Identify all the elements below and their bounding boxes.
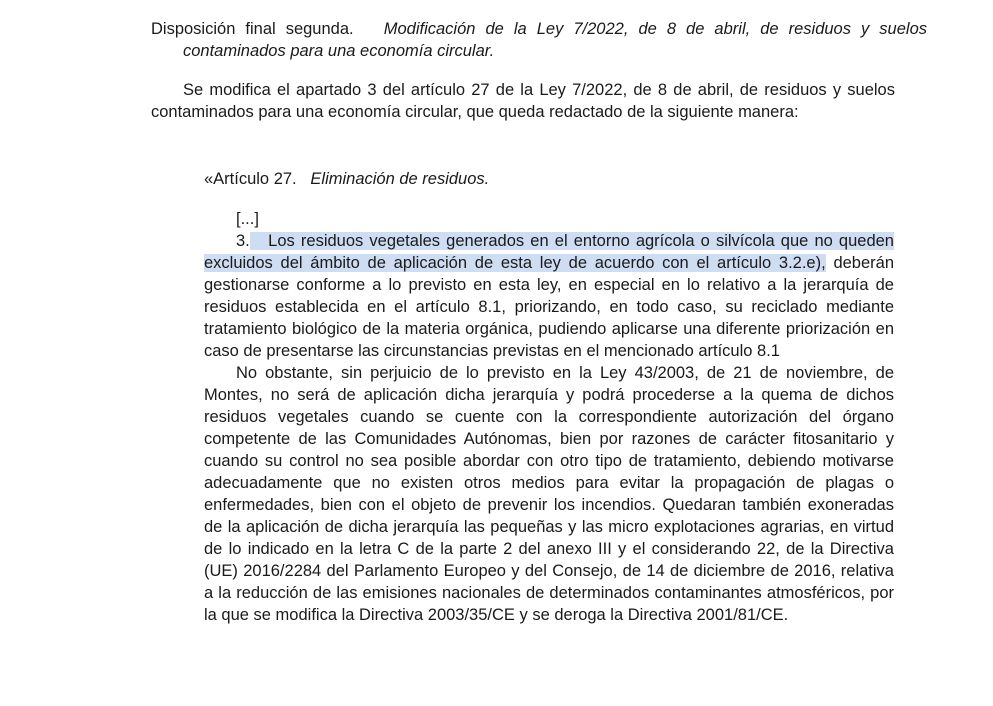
disposition-heading: [151, 18, 927, 62]
paragraph-3-text: deberán gestionarse conforme a lo previsto en esta ley, en especial en lo relativo a la jerarquía de residuos establecida en el artículo 8.1, priorizando, en todo caso, su reciclado mediante tratamiento biológico de la materia orgánica, pudiendo aplicarse una diferente priorización en caso de presentarse las circunstancias previstas en el mencionado artículo 8.1: [204, 254, 894, 360]
article-heading: [204, 168, 894, 190]
omission-marker: [...]: [236, 210, 259, 228]
disposition-label: Disposición final segunda.: [151, 20, 354, 38]
selected-text-highlight[interactable]: Los residuos vegetales generados en el entorno agrícola o silvícola que no queden excluidos del ámbito de aplicación de esta ley de acuerdo con el artículo 3.2.e),: [204, 232, 894, 272]
article-prefix: «Artículo 27.: [204, 170, 297, 188]
paragraph-3[interactable]: [204, 230, 894, 362]
intro-paragraph: Se modifica el apartado 3 del artículo 27 de la Ley 7/2022, de 8 de abril, de residuos y suelos contaminados para una economía circular, que queda redactado de la siguiente manera:: [151, 81, 895, 121]
article-title: Eliminación de residuos.: [310, 170, 490, 188]
article-body: [204, 230, 894, 626]
paragraph-3-number: 3.: [236, 232, 250, 250]
disposition-title: Modificación de la Ley 7/2022, de 8 de abril, de residuos y suelos contaminados para una economía circular.: [183, 20, 927, 60]
paragraph-no-obstante[interactable]: No obstante, sin perjuicio de lo previsto en la Ley 43/2003, de 21 de noviembre, de Montes, no será de aplicación dicha jerarquía y podrá procederse a la quema de dichos residuos vegetales cuando se cuente con la correspondiente autorización del órgano competente de las Comunidades Autónomas, bien por razones de carácter fitosanitario y cuando su control no sea posible abordar con otro tipo de tratamiento, debiendo motivarse adecuadamente que no existen otros medios para evitar la propagación de plagas o enfermedades, bien con el objeto de prevenir los incendios. Quedaran también exoneradas de la aplicación de dicha jerarquía las pequeñas y las micro explotaciones agrarias, en virtud de lo indicado en la letra C de la parte 2 del anexo III y el considerando 22, de la Directiva (UE) 2016/2284 del Parlamento Europeo y del Consejo, de 14 de diciembre de 2016, relativa a la reducción de las emisiones nacionales de determinados contaminantes atmosféricos, por la que se modifica la Directiva 2003/35/CE y se deroga la Directiva 2001/81/CE.: [204, 364, 894, 624]
